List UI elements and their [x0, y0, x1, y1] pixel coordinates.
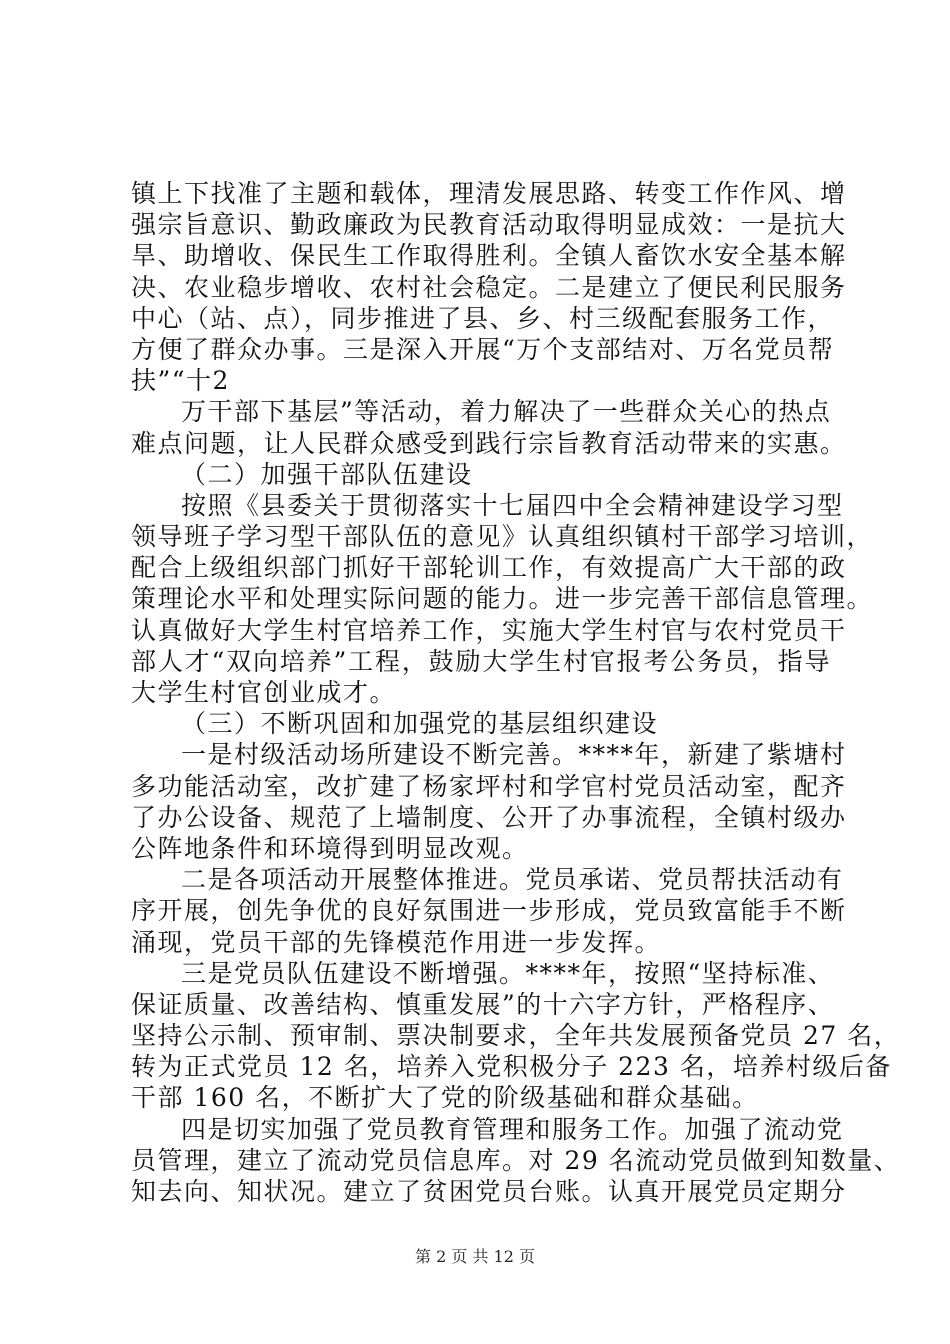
text-line: 了办公设备、规范了上墙制度、公开了办事流程，全镇村级办 — [131, 802, 847, 832]
text-line: 坚持公示制、预审制、票决制要求，全年共发展预备党员 27 名， — [131, 1021, 901, 1051]
text-line: 四是切实加强了党员教育管理和服务工作。加强了流动党 — [181, 1114, 844, 1144]
text-line: 万干部下基层”等活动，着力解决了一些群众关心的热点 — [181, 397, 832, 427]
text-line: 配合上级组织部门抓好干部轮训工作，有效提高广大干部的政 — [131, 553, 847, 583]
text-line: 旱、助增收、保民生工作取得胜利。全镇人畜饮水安全基本解 — [131, 241, 847, 271]
text-line: 涌现，党员干部的先锋模范作用进一步发挥。 — [131, 927, 662, 957]
text-line: 二是各项活动开展整体推进。党员承诺、党员帮扶活动有 — [181, 865, 844, 895]
text-line: 中心（站、点），同步推进了县、乡、村三级配套服务工作， — [131, 303, 835, 333]
text-line: 干部 160 名，不断扩大了党的阶级基础和群众基础。 — [131, 1083, 759, 1113]
text-line: 保证质量、改善结构、慎重发展”的十六字方针，严格程序、 — [131, 989, 835, 1019]
document-body — [131, 178, 901, 1207]
text-line: 认真做好大学生村官培养工作，实施大学生村官与农村党员干 — [131, 615, 847, 645]
text-line: 决、农业稳步增收、农村社会稳定。二是建立了便民利民服务 — [131, 272, 847, 302]
page-footer — [0, 1244, 950, 1267]
text-line: 难点问题，让人民群众感受到践行宗旨教育活动带来的实惠。 — [131, 428, 847, 458]
text-line: 公阵地条件和环境得到明显改观。 — [131, 833, 529, 863]
text-line: （三）不断巩固和加强党的基层组织建设 — [181, 709, 659, 739]
text-line: 方便了群众办事。三是深入开展“万个支部结对、万名党员帮 — [131, 334, 835, 364]
text-line: 大学生村官创业成才。 — [131, 678, 397, 707]
text-line: 领导班子学习型干部队伍的意见》认真组织镇村干部学习培训， — [131, 522, 874, 552]
text-line: 多功能活动室，改扩建了杨家坪村和学官村党员活动室，配齐 — [131, 771, 847, 801]
text-line: 扶”“十2 — [131, 366, 230, 396]
text-line: （二）加强干部队伍建设 — [181, 459, 473, 489]
text-line: 镇上下找准了主题和载体，理清发展思路、转变工作作风、增 — [131, 179, 847, 208]
text-line: 转为正式党员 12 名，培养入党积极分子 223 名，培养村级后备 — [131, 1052, 892, 1082]
page-number-label: 第 2 页 共 12 页 — [415, 1247, 535, 1266]
text-line: 序开展，创先争优的良好氛围进一步形成，党员致富能手不断 — [131, 896, 847, 926]
text-line: 策理论水平和处理实际问题的能力。进一步完善干部信息管理。 — [131, 584, 874, 614]
text-line: 知去向、知状况。建立了贫困党员台账。认真开展党员定期分 — [131, 1177, 847, 1206]
text-line: 强宗旨意识、勤政廉政为民教育活动取得明显成效：一是抗大 — [131, 210, 847, 240]
text-line: 员管理，建立了流动党员信息库。对 29 名流动党员做到知数量、 — [131, 1145, 901, 1175]
text-line: 一是村级活动场所建设不断完善。****年，新建了紫塘村 — [181, 740, 847, 770]
text-line: 三是党员队伍建设不断增强。****年，按照“坚持标准、 — [181, 958, 835, 988]
text-line: 部人才“双向培养”工程，鼓励大学生村官报考公务员，指导 — [131, 646, 831, 676]
text-line: 按照《县委关于贯彻落实十七届四中全会精神建设学习型 — [181, 490, 844, 520]
